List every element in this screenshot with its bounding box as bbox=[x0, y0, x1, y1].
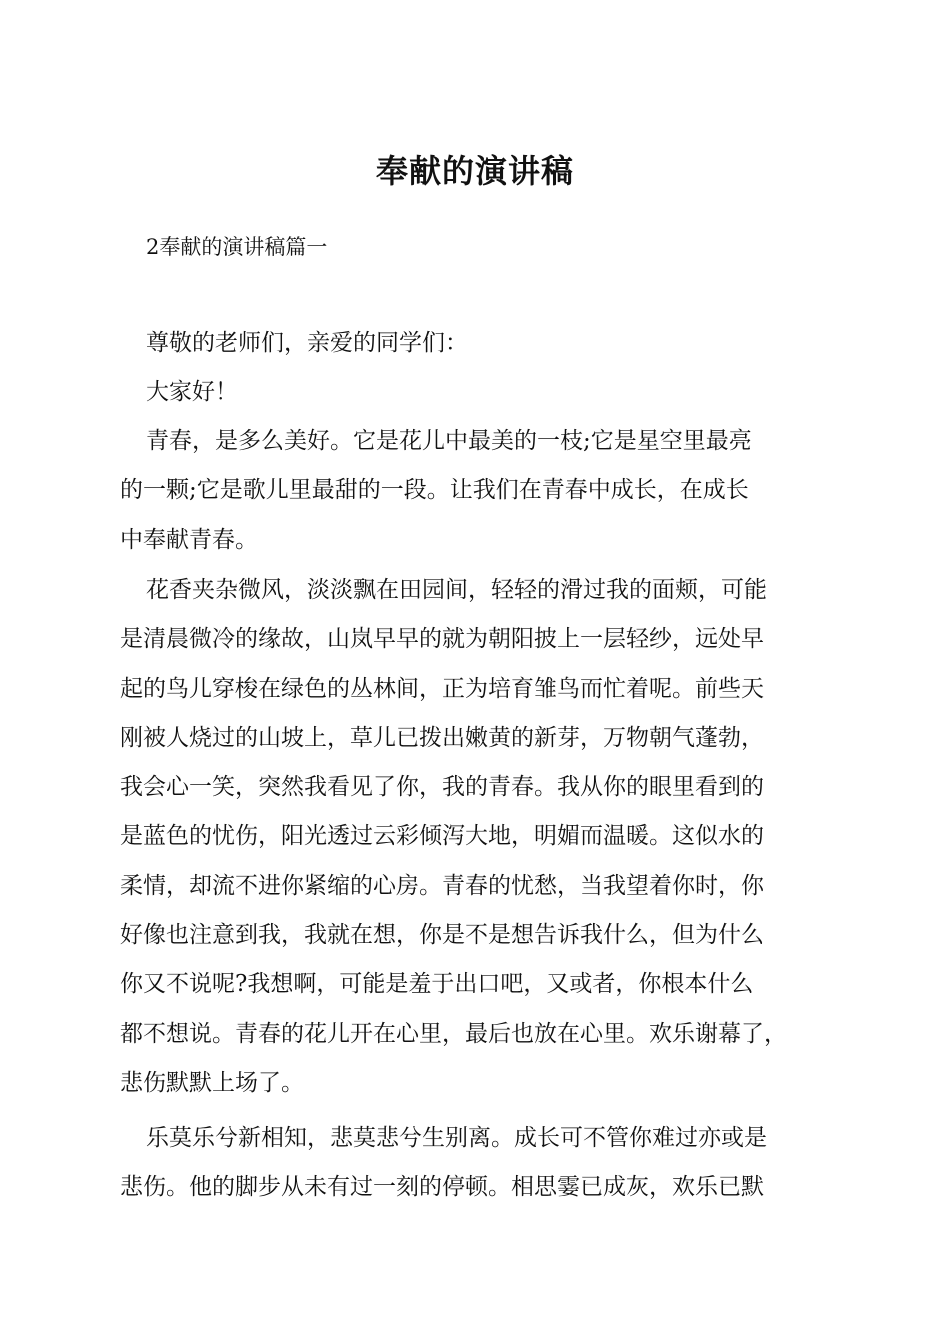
text-line: 青春，是多么美好。它是花儿中最美的一枝;它是星空里最亮 bbox=[146, 428, 752, 454]
text-line: 尊敬的老师们，亲爱的同学们： bbox=[146, 330, 468, 356]
text-line: 的一颗;它是歌儿里最甜的一段。让我们在青春中成长，在成长 bbox=[120, 477, 749, 504]
text-line: 是蓝色的忧伤，阳光透过云彩倾泻大地，明媚而温暖。这似水的 bbox=[120, 823, 764, 850]
text-line: 乐莫乐兮新相知，悲莫悲兮生别离。成长可不管你难过亦或是 bbox=[146, 1125, 767, 1151]
text-line: 起的鸟儿穿梭在绿色的丛林间，正为培育雏鸟而忙着呢。前些天 bbox=[120, 675, 764, 702]
text-line: 大家好！ bbox=[146, 379, 238, 405]
paragraph-youth bbox=[120, 417, 840, 565]
text-line: 悲伤默默上场了。 bbox=[120, 1069, 304, 1096]
text-line: 柔情，却流不进你紧缩的心房。青春的忧愁，当我望着你时，你 bbox=[120, 872, 764, 899]
paragraph-farewell bbox=[120, 1114, 840, 1213]
paragraph-hello bbox=[120, 368, 840, 417]
document-subtitle: 2奉献的演讲稿篇一 bbox=[146, 235, 328, 259]
text-line: 我会心一笑，突然我看见了你，我的青春。我从你的眼里看到的 bbox=[120, 774, 764, 801]
text-line: 刚被人烧过的山坡上，草儿已拨出嫩黄的新芽，万物朝气蓬勃， bbox=[120, 724, 764, 751]
paragraph-greeting bbox=[120, 319, 840, 368]
paragraph-flowers bbox=[120, 566, 840, 1108]
text-line: 你又不说呢?我想啊，可能是羞于出口吧，又或者，你根本什么 bbox=[120, 971, 754, 998]
text-line: 是清晨微冷的缘故，山岚早早的就为朝阳披上一层轻纱，远处早 bbox=[120, 626, 764, 653]
text-line: 悲伤。他的脚步从未有过一刻的停顿。相思霎已成灰，欢乐已默 bbox=[120, 1174, 764, 1201]
document-title: 奉献的演讲稿 bbox=[375, 152, 574, 190]
text-line: 都不想说。青春的花儿开在心里，最后也放在心里。欢乐谢幕了， bbox=[120, 1020, 787, 1047]
text-line: 花香夹杂微风，淡淡飘在田园间，轻轻的滑过我的面颊，可能 bbox=[146, 577, 767, 603]
text-line: 好像也注意到我，我就在想，你是不是想告诉我什么，但为什么 bbox=[120, 922, 764, 949]
text-line: 中奉献青春。 bbox=[120, 526, 258, 553]
